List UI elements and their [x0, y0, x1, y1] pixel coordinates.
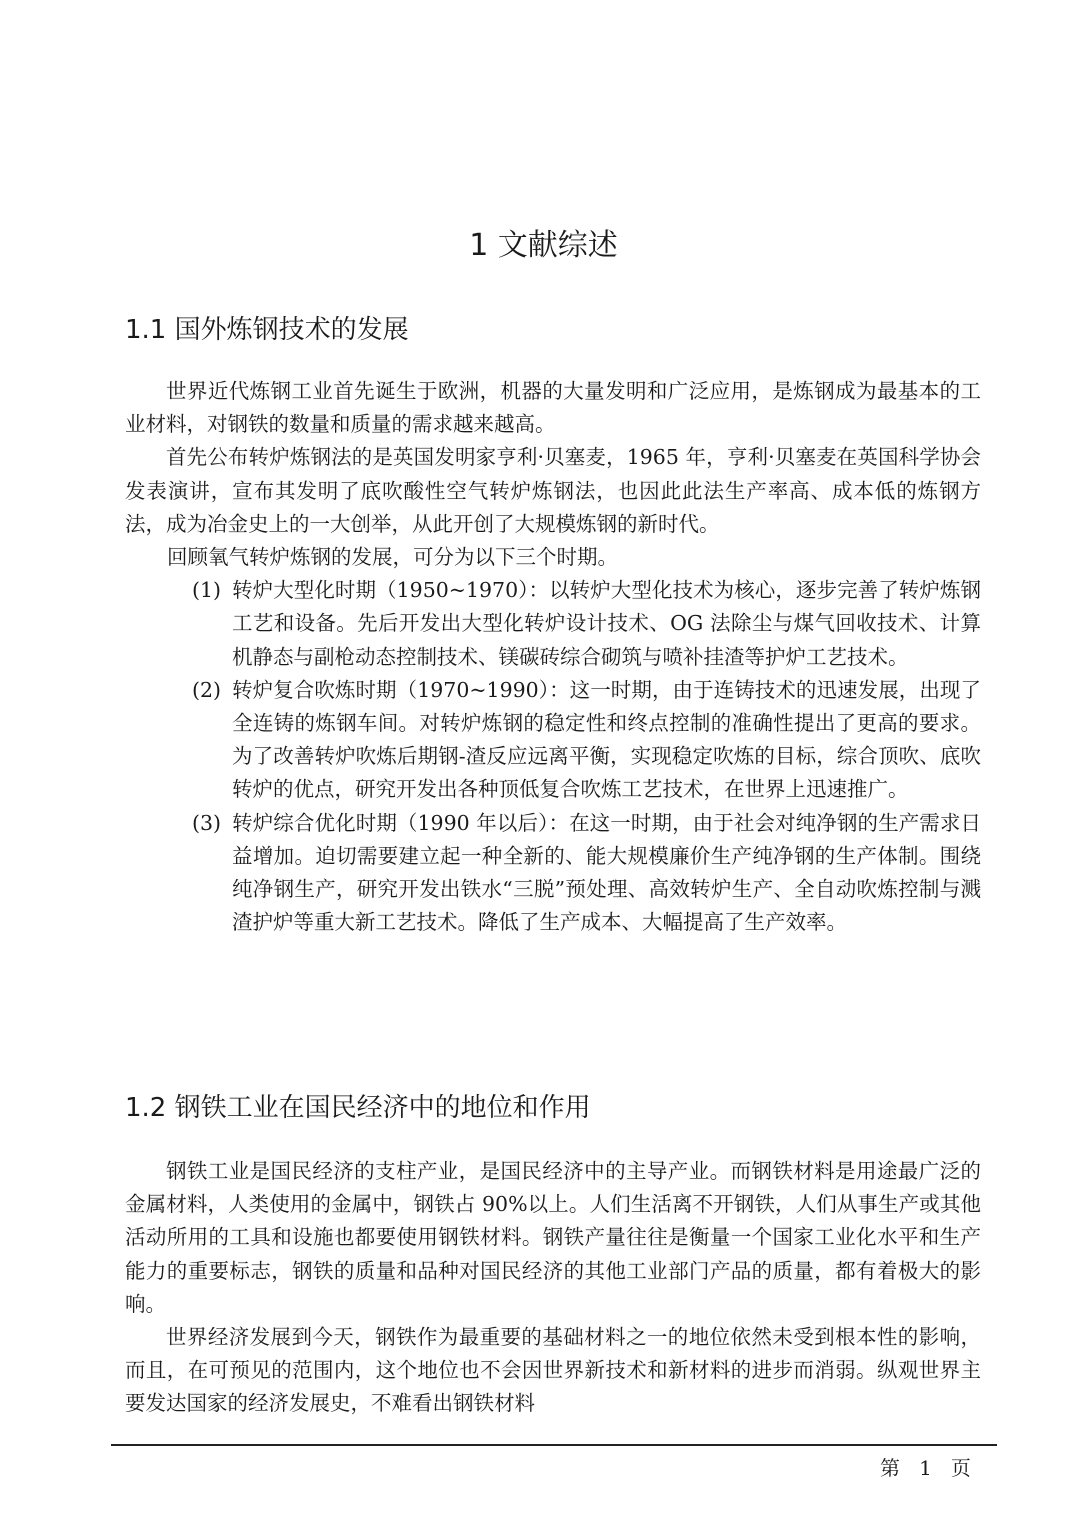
page-number: 第 1 页 [880, 1456, 971, 1480]
section-title-1-1: 1.1 国外炼钢技术的发展 [125, 315, 409, 345]
section-1-2-body [125, 1155, 981, 1421]
list-item-text: 转炉大型化时期（1950~1970）：以转炉大型化技术为核心，逐步完善了转炉炼钢工艺和设备。先后开发出大型化转炉设计技术、OG 法除尘与煤气回收技术、计算机静态与副枪动态控制技术、镁碳砖综合砌筑与喷补挂渣等护炉工艺技术。 [232, 578, 981, 669]
list-item [125, 674, 981, 807]
list-item-number: (2) [192, 677, 222, 702]
chapter-title: 1 文献综述 [469, 228, 618, 263]
list-item [125, 574, 981, 674]
list-item-number: (1) [192, 578, 222, 603]
paragraph: 世界经济发展到今天，钢铁作为最重要的基础材料之一的地位依然未受到根本性的影响，而且，在可预见的范围内，这个地位也不会因世界新技术和新材料的进步而消弱。纵观世界主要发达国家的经济发展史，不难看出钢铁材料 [125, 1325, 981, 1416]
footer-divider [111, 1444, 997, 1446]
section-title-1-2: 1.2 钢铁工业在国民经济中的地位和作用 [125, 1093, 591, 1123]
paragraph: 世界近代炼钢工业首先诞生于欧洲，机器的大量发明和广泛应用，是炼钢成为最基本的工业材料，对钢铁的数量和质量的需求越来越高。 [125, 379, 981, 437]
list-item [125, 807, 981, 940]
list-item-text: 转炉综合优化时期（1990 年以后）：在这一时期，由于社会对纯净钢的生产需求日益增加。迫切需要建立起一种全新的、能大规模廉价生产纯净钢的生产体制。围绕纯净钢生产，研究开发出铁水“三脱”预处理、高效转炉生产、全自动吹炼控制与溅渣护炉等重大新工艺技术。降低了生产成本、大幅提高了生产效率。 [232, 810, 981, 935]
paragraph: 回顾氧气转炉炼钢的发展，可分为以下三个时期。 [167, 545, 618, 570]
paragraph: 钢铁工业是国民经济的支柱产业，是国民经济中的主导产业。而钢铁材料是用途最广泛的金属材料，人类使用的金属中，钢铁占 90%以上。人们生活离不开钢铁，人们从事生产或其他活动所用的工具和设施也都要使用钢铁材料。钢铁产量往往是衡量一个国家工业化水平和生产能力的重要标志，钢铁的质量和品种对国民经济的其他工业部门产品的质量，都有着极大的影响。 [125, 1159, 981, 1316]
list-item-text: 转炉复合吹炼时期（1970~1990）：这一时期，由于连铸技术的迅速发展，出现了全连铸的炼钢车间。对转炉炼钢的稳定性和终点控制的准确性提出了更高的要求。为了改善转炉吹炼后期钢-渣反应远离平衡，实现稳定吹炼的目标，综合顶吹、底吹转炉的优点，研究开发出各种顶低复合吹炼工艺技术，在世界上迅速推广。 [232, 677, 981, 802]
paragraph: 首先公布转炉炼钢法的是英国发明家亨利·贝塞麦，1965 年，亨利·贝塞麦在英国科学协会发表演讲，宣布其发明了底吹酸性空气转炉炼钢法，也因此此法生产率高、成本低的炼钢方法，成为冶金史上的一大创举，从此开创了大规模炼钢的新时代。 [125, 445, 981, 536]
section-1-1-body [125, 375, 981, 939]
list-item-number: (3) [192, 810, 222, 835]
